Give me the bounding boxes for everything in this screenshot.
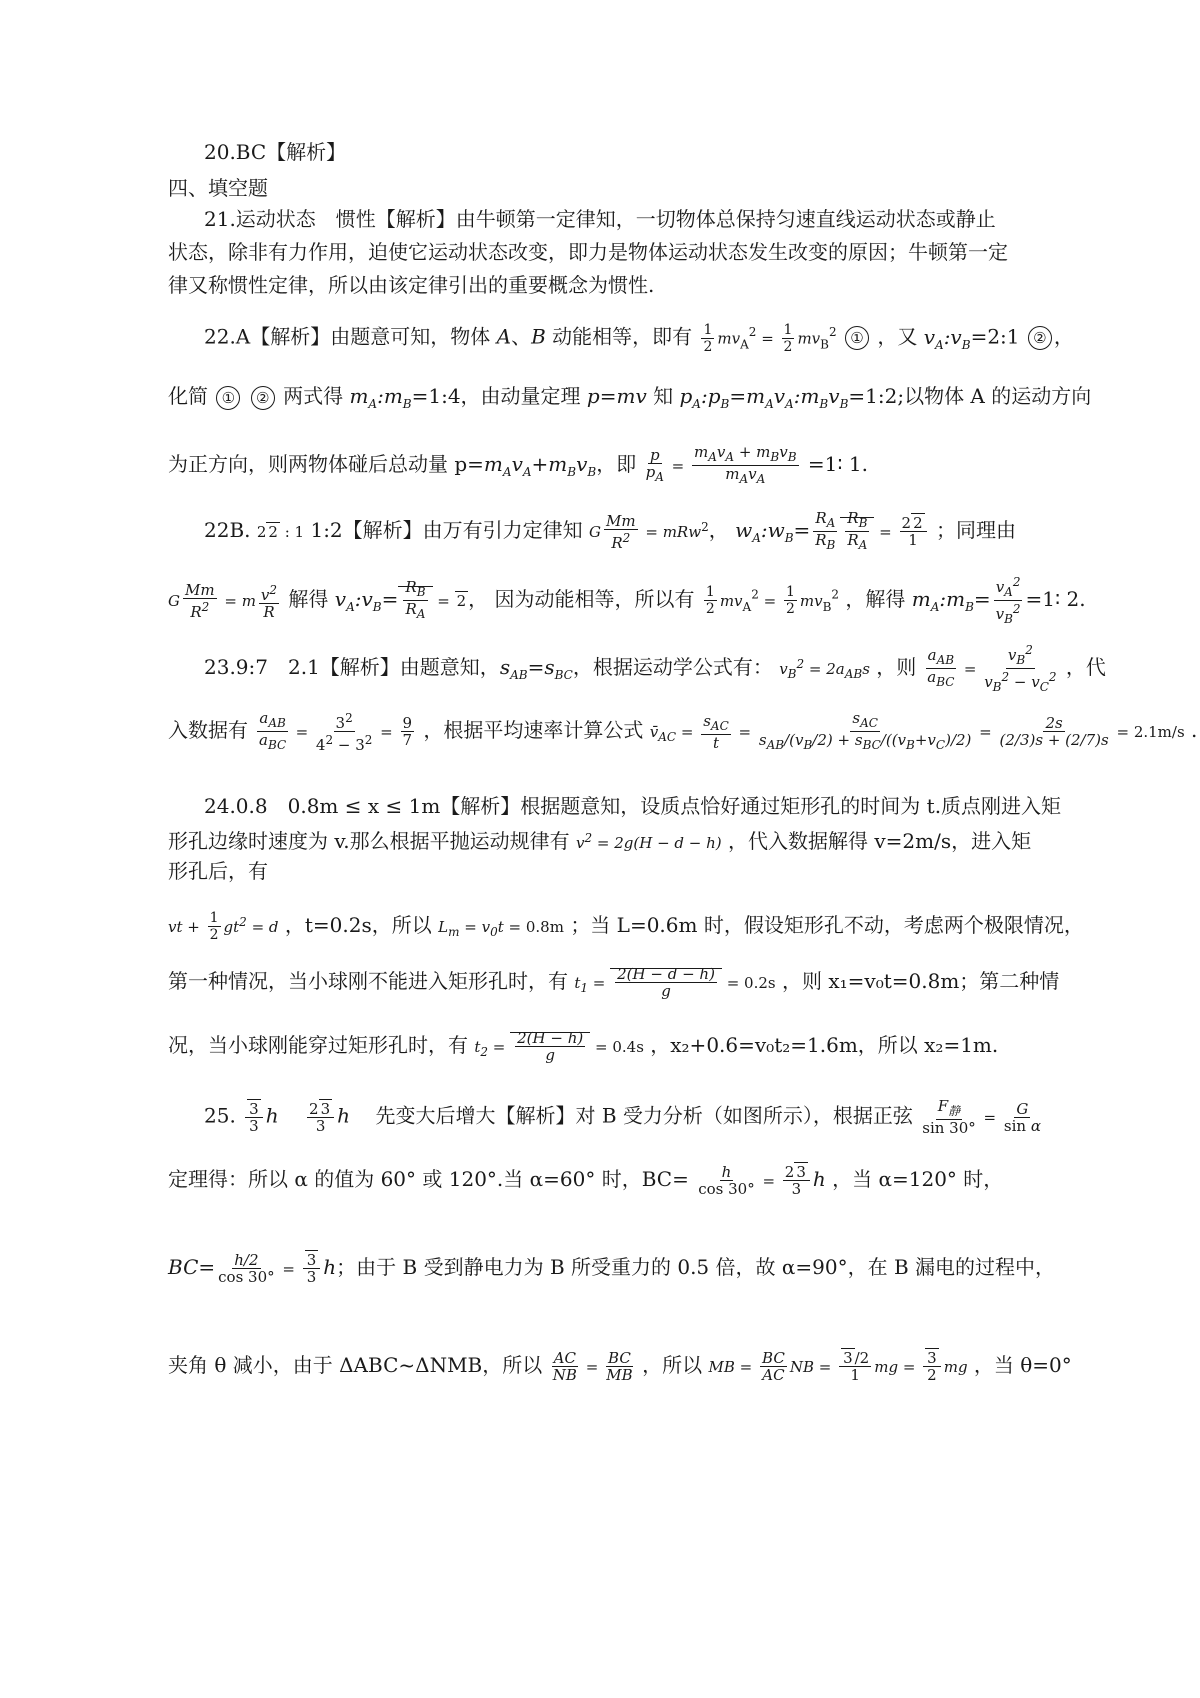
fraction: $\frac{p}{p_A}$ — [645, 445, 664, 484]
q22a-line-2: 化简 ① ② 两式得 $m_A:m_B=1:4$，由动量定理 p=mv 知 $p_A:p_B=m_Av_A:m_Bv_B=1:2$;以物体 A 的运动方向 — [168, 384, 1092, 411]
q24-line-4: vt + $\frac{1}{2}$ $gt^2 = d$ ，t=0.2s，所以 $L_m = v_0t = 0.8m$ ；当 L=0.6m 时，假设矩形孔不动，考虑两个极限情况， — [168, 910, 1084, 943]
fraction: $\frac{BC}{MB}$ — [606, 1349, 633, 1384]
q20-answer: 20.BC【解析】 — [204, 140, 347, 164]
q23-line-1: 23.9:7 2.1【解析】由题意知，$s_{AB}=s_{BC}$，根据运动学公式有： $v_B^2 = 2a_{AB}s$ ，则 $\frac{a_{AB}}{a_{BC}}$ = $\frac{v_B^2}{v_B^2 - v_C^2}$ ，代 — [204, 643, 1106, 694]
fraction: $\frac{Mm}{R^2}$ — [606, 511, 636, 552]
fraction: $\frac{R_A}{R_B}$ — [815, 509, 836, 552]
q22a-lead: 22.A【解析】由题意可知，物体 — [204, 324, 491, 349]
q22b-line-2: G $\frac{Mm}{R^2}$ = m $\frac{v^2}{R}$ 解得 $v_A:v_B=$ $\frac{R_B}{R_A}$ = 2 ， 因为动能相等，所以有 $\frac{1}{2}$ $mv_A^2$ = $\frac{1}{2}$ $mv_B^2$ ，解得 $m_A:m_B=$ $\frac{v_A^2}{v_B^2}$ =1∶ 2. — [168, 575, 1086, 626]
fraction: $\frac{v_B^2}{v_B^2 - v_C^2}$ — [984, 643, 1057, 694]
q22a-line-3: 为正方向，则两物体碰后总动量 $p=m_Av_A+m_Bv_B$，即 $\frac{p}{p_A}$ = $\frac{m_Av_A + m_Bv_B}{m_Av_A}$ =1∶ 1. — [168, 443, 869, 486]
q25-line-4: 夹角 θ 减小，由于 ΔABC~ΔNMB，所以 $\frac{AC}{NB}$ = $\frac{BC}{MB}$ ，所以 MB = $\frac{BC}{AC}$ NB = $\frac{3 /2}{1}$ mg = $\frac{3}{2}$ mg ，当 θ=0° — [168, 1349, 1072, 1384]
fraction: $\frac{3^2}{4^2 - 3^2}$ — [315, 711, 373, 754]
q24-line-5: 第一种情况，当小球刚不能进入矩形孔时，有 $t_1$ = $\frac{2(H - d - h)}{g}$ = 0.2s ，则 x₁=v₀t=0.8m；第二种情 — [168, 965, 1060, 1000]
fraction: $\frac{s_{AC}}{s_{AB}/(v_B/2) + s_{BC}/((v_B+v_C)/2)}$ — [758, 709, 972, 752]
fraction: $\frac{1}{2}$ — [783, 321, 793, 355]
fraction: $\frac{1}{2}$ — [785, 584, 795, 617]
fraction: $\frac{G}{\text{sin α}}$ — [1003, 1099, 1041, 1135]
fraction: $\frac{v_A^2}{v_B^2}$ — [995, 575, 1021, 626]
fraction: $\frac{3 /2}{1}$ — [839, 1350, 871, 1383]
q22b-line-1: 22B. 2 2 : 1 1:2【解析】由万有引力定律知 G $\frac{Mm}{R^2}$ = mRw$^2$， $w_A:w_B=$ $\frac{R_A}{R_B}$ $\frac{R_B}{R_A}$ = $\frac{2 2}{1}$ ；同理由 — [204, 509, 1016, 552]
circled-2: ② — [251, 386, 275, 410]
fraction: $\frac{2 2}{1}$ — [900, 515, 927, 548]
fraction: $\frac{a_{AB}}{a_{BC}}$ — [927, 646, 955, 689]
fraction: $\frac{h}{\cos 30^\circ}$ — [698, 1163, 755, 1198]
fraction: $\frac{9}{7}$ — [402, 714, 413, 749]
q23-line-2: 入数据有 $\frac{a_{AB}}{a_{BC}}$ = $\frac{3^2}{4^2 - 3^2}$ = $\frac{9}{7}$ ，根据平均速率计算公式 $v̄_{AC}$ = $\frac{s_{AC}}{t}$ = $\frac{s_{AC}}{s_{AB}/(v_B/2) + s_{BC}/((v_B+v_C)/2)}$ = $\frac{2s}{(2/3)s + (2/7)s}$ = 2.1m/s . — [168, 709, 1198, 754]
q21-line-2: 状态，除非有力作用，迫使它运动状态改变，即力是物体运动状态发生改变的原因；牛顿第一定 — [168, 240, 1008, 264]
q24-line-1: 24.0.8 0.8m ≤ x ≤ 1m【解析】根据题意知，设质点恰好通过矩形孔的时间为 t.质点刚进入矩 — [204, 794, 1062, 818]
fraction: $\frac{a_{AB}}{a_{BC}}$ — [258, 709, 287, 752]
fraction: $\frac{R_B}{R_A}$ — [847, 509, 868, 552]
fraction: $\frac{R_B}{R_A}$ — [405, 578, 426, 621]
fraction: $\frac{F_静}{\sin 30^\circ}$ — [922, 1097, 976, 1137]
fraction: $\frac{2(H - d - h)}{g}$ — [617, 965, 715, 1000]
fraction: $\frac{Mm}{R^2}$ — [184, 580, 215, 621]
fraction: $\frac{m_Av_A + m_Bv_B}{m_Av_A}$ — [694, 443, 797, 486]
fraction: $\frac{1}{2}$ — [209, 910, 219, 943]
q25-line-3: BC= $\frac{h/2}{\cos 30^\circ}$ = $\frac{3}{3}$ h；由于 B 受到静电力为 B 所受重力的 0.5 倍，故 α=90°，在 B 漏电的过程中， — [168, 1251, 1055, 1286]
fraction: $\frac{3}{2}$ — [923, 1350, 941, 1383]
q24-line-2: 形孔边缘时速度为 v.那么根据平抛运动规律有 $v^2 = 2g(H - d - h)$ ，代入数据解得 v=2m/s，进入矩 — [168, 829, 1032, 853]
fraction: $\frac{1}{2}$ — [705, 584, 715, 617]
q24-line-3: 形孔后，有 — [168, 859, 268, 883]
q25-line-1: 25. $\frac{3}{3}$ h $\frac{2 3}{3}$ h 先变大后增大【解析】对 B 受力分析（如图所示），根据正弦 $\frac{F_静}{\sin 30^\circ}$ = $\frac{G}{\text{sin α}}$ — [204, 1097, 1041, 1137]
fraction: $\frac{AC}{NB}$ — [552, 1349, 577, 1384]
fraction: $\frac{2(H - h)}{g}$ — [517, 1029, 584, 1064]
fraction: $\frac{1}{2}$ — [703, 321, 713, 355]
section-title: 四、填空题 — [168, 176, 268, 200]
q21-line-3: 律又称惯性定律，所以由该定律引出的重要概念为惯性. — [168, 273, 655, 297]
q22a-line-1: 22.A【解析】由题意可知，物体 A、B 动能相等，即有 $\frac{1}{2}$ $mv_A^2$ = $\frac{1}{2}$ $mv_B^2$ ① ，又 $v_A:v_B=2:1$ ② ， — [204, 321, 1074, 355]
fraction: $\frac{h/2}{\cos 30^\circ}$ — [218, 1251, 275, 1286]
fraction: $\frac{3}{3}$ — [303, 1252, 321, 1285]
fraction: $\frac{s_{AC}}{t}$ — [703, 711, 729, 752]
fraction: $\frac{BC}{AC}$ — [762, 1349, 785, 1384]
q21-line-1: 21.运动状态 惯性【解析】由牛顿第一定律知，一切物体总保持匀速直线运动状态或静止 — [204, 207, 996, 231]
circled-1: ① — [216, 386, 240, 410]
fraction: $\frac{v^2}{R}$ — [260, 582, 278, 621]
q24-line-6: 况，当小球刚能穿过矩形孔时，有 $t_2$ = $\frac{2(H - h)}{g}$ = 0.4s ，x₂+0.6=v₀t₂=1.6m，所以 x₂=1m. — [168, 1029, 999, 1064]
fraction: $\frac{2 3}{3}$ — [783, 1164, 810, 1197]
q25-line-2: 定理得：所以 α 的值为 60° 或 120°.当 α=60° 时，BC= $\frac{h}{\cos 30^\circ}$ = $\frac{2 3}{3}$ h ，当 α=120° 时， — [168, 1163, 1004, 1198]
fraction: $\frac{3}{3}$ — [245, 1101, 263, 1134]
q22a-kinetic: 动能相等，即有 — [552, 324, 693, 349]
circled-1: ① — [845, 326, 869, 350]
circled-2: ② — [1028, 326, 1052, 350]
fraction: $\frac{2 3}{3}$ — [307, 1101, 334, 1134]
fraction: $\frac{2s}{(2/3)s + (2/7)s}$ — [999, 714, 1109, 749]
